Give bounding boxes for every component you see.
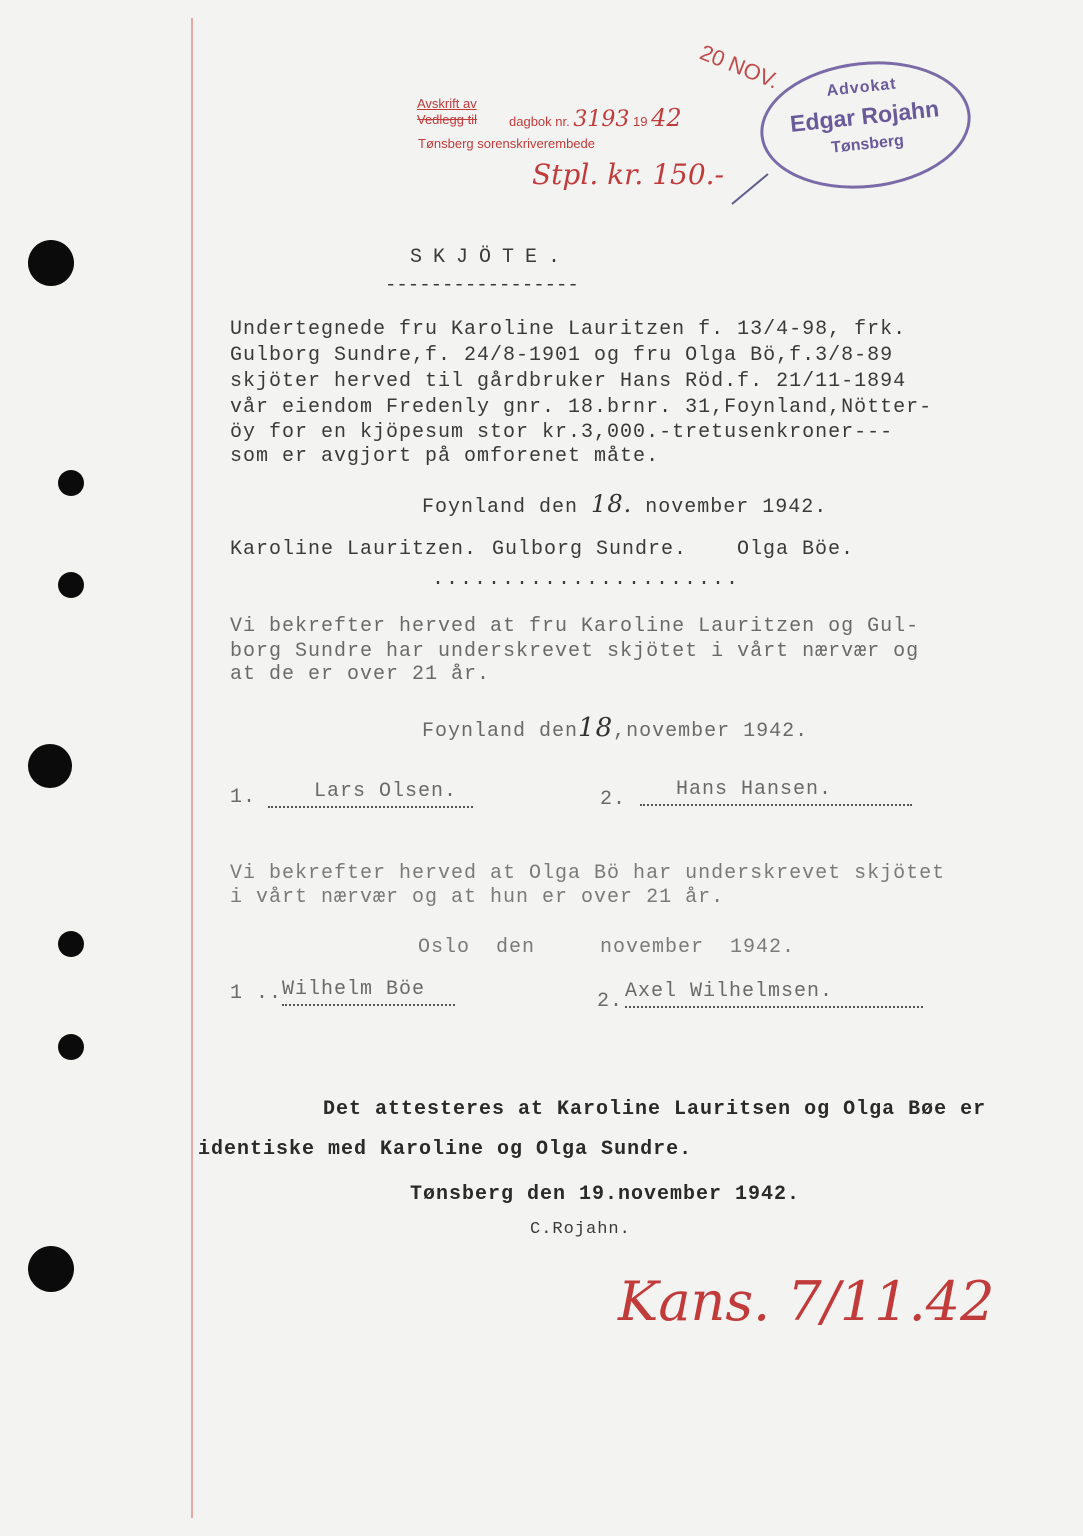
signer-3: Olga Böe. [737,538,855,561]
place-date-2-prefix: Foynland den [422,720,579,743]
witness-1-name: Lars Olsen. [268,780,473,808]
place-date-2-day: 18 [578,713,614,743]
place-date-3: Oslo den november 1942. [418,936,796,959]
witness-1-number: 1. [230,786,257,809]
witness-3-name: Wilhelm Böe [282,978,455,1006]
check-mark-icon [730,172,770,206]
lawyer-stamp-title: Advokat [825,75,898,100]
body-line: Gulborg Sundre,f. 24/8-1901 og fru Olga Bö,f.3/8-89 [230,344,894,367]
attest-date: Tønsberg den 19.november 1942. [410,1183,801,1206]
punch-hole [58,931,84,957]
stamp-journal-label: dagbok nr. [509,114,570,129]
date-stamp: 20 NOV. [696,39,783,94]
title-underline: ----------------- [385,274,579,296]
attest-line: Det attesteres at Karoline Lauritsen og Olga Bøe er [323,1098,987,1121]
witness-text-1-line: at de er over 21 år. [230,663,491,686]
place-date-1 [422,492,827,520]
stamp-fee: Stpl. kr. 150.- [532,158,724,191]
witness-2-name: Hans Hansen. [640,778,912,806]
witness-text-1-line: borg Sundre har underskrevet skjötet i vårt nærvær og [230,640,920,663]
body-line: skjöter herved til gårdbruker Hans Röd.f. 21/11-1894 [230,370,907,393]
punch-hole [58,1034,84,1060]
witness-4-number: 2. [597,990,624,1013]
punch-hole [58,572,84,598]
body-line: Undertegnede fru Karoline Lauritzen f. 13/4-98, frk. [230,318,907,341]
place-date-1-day: 18. [591,490,633,518]
lawyer-stamp-name: Edgar Rojahn [788,95,941,137]
place-date-1-rest: november 1942. [645,496,828,519]
witness-text-1-line: Vi bekrefter herved at fru Karoline Lauritzen og Gul- [230,615,920,638]
lawyer-stamp-city: Tønsberg [830,132,905,157]
witness-2-number: 2. [600,788,627,811]
witness-4-name: Axel Wilhelmsen. [625,980,923,1008]
stamp-copy-label: Avskrift av [417,96,477,111]
body-line: som er avgjort på omforenet måte. [230,445,660,468]
body-line: vår eiendom Fredenly gnr. 18.brnr. 31,Foynland,Nötter- [230,396,933,419]
stamp-journal-number: 3193 [573,107,630,132]
signature-dots: ...................... [432,568,741,591]
stamp-office-label: Tønsberg sorenskriverembede [418,136,596,151]
witness-text-2-line: Vi bekrefter herved at Olga Bö har underskrevet skjötet [230,862,946,885]
stamp-attachment-label: Vedlegg til [417,112,477,127]
signer-2: Gulborg Sundre. [492,538,688,561]
place-date-1-prefix: Foynland den [422,496,579,519]
lawyer-stamp [754,51,977,198]
stamp-year-prefix: 19 [632,114,648,129]
body-line: öy for en kjöpesum stor kr.3,000.-tretusenkroner--- [230,421,894,444]
place-date-2-rest: ,november 1942. [613,720,809,743]
stamp-year: 42 [651,104,682,132]
punch-hole [28,240,74,286]
document-title: SKJÖTE. [410,246,572,269]
punch-hole [28,744,72,788]
witness-text-2-line: i vårt nærvær og at hun er over 21 år. [230,886,725,909]
signer-1: Karoline Lauritzen. [230,538,478,561]
attest-signature: C.Rojahn. [530,1220,631,1239]
bottom-handwritten-note: Kans. 7/11.42 [618,1270,995,1333]
punch-hole [58,470,84,496]
punch-hole [28,1246,74,1292]
margin-line [191,18,193,1518]
witness-3-number: 1 .. [230,982,283,1005]
place-date-2 [422,713,809,744]
attest-line: identiske med Karoline og Olga Sundre. [198,1138,693,1161]
